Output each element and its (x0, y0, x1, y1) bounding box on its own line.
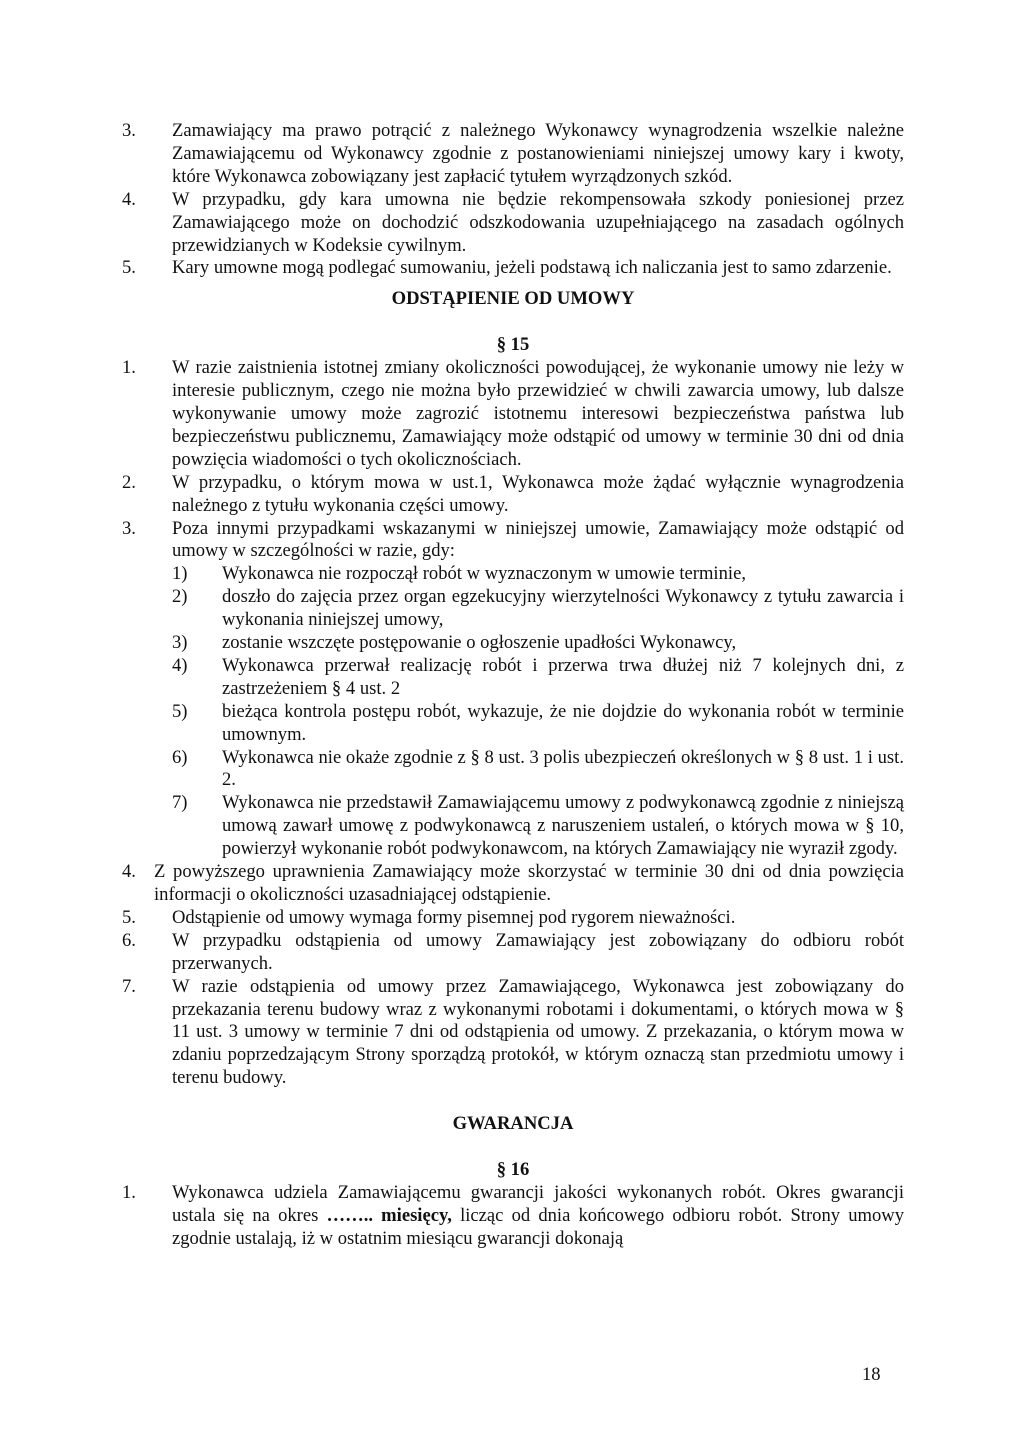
item-number: 1. (122, 1181, 136, 1203)
item-text-part: Wykonawca udziela Zamawiającemu gwarancji jakości wykonanych robót. Okres gwarancji ustala się na okres (172, 1181, 904, 1226)
sub-list-item (122, 586, 904, 632)
item-number: 6. (122, 929, 136, 951)
sub-item-text: Wykonawca nie okaże zgodnie z § 8 ust. 3 polis ubezpieczeń określonych w § 8 ust. 1 i ust. 2. (222, 746, 904, 791)
warranty-months-bold: …….. miesięcy, (326, 1204, 452, 1226)
document-content (122, 120, 904, 1251)
sub-list-item (122, 792, 904, 861)
sub-list-item (122, 563, 904, 586)
item-text: W przypadku, o którym mowa w ust.1, Wykonawca może żądać wyłącznie wynagrodzenia należnego z tytułu wykonania części umowy. (172, 471, 904, 516)
sub-item-text: Wykonawca nie rozpoczął robót w wyznaczonym w umowie terminie, (222, 563, 746, 585)
list-item (122, 976, 904, 1091)
paragraph-number: § 16 (496, 1159, 530, 1181)
item-number: 4. (122, 861, 136, 883)
section-heading: GWARANCJA (452, 1113, 574, 1135)
list-item (122, 930, 904, 976)
sub-item-number: 6) (172, 746, 188, 768)
item-text: Zamawiający ma prawo potrącić z należnego Wykonawcy wynagrodzenia wszelkie należne Zamawiającemu od Wykonawcy zgodnie z postanowieniami niniejszej umowy kary i kwoty, które Wykonawca zobowiązany jest zapłacić tytułem wyrządzonych szkód. (172, 120, 904, 187)
sub-item-number: 5) (172, 700, 188, 722)
sub-item-text: doszło do zajęcia przez organ egzekucyjny wierzytelności Wykonawcy z tytułu zawarcia i wykonania niniejszej umowy, (222, 586, 904, 631)
list-item (122, 120, 904, 189)
item-number: 1. (122, 357, 136, 379)
sub-item-text: bieżąca kontrola postępu robót, wykazuje, że nie dojdzie do wykonania robót w terminie umownym. (222, 700, 904, 745)
item-number: 2. (122, 471, 136, 493)
item-number: 3. (122, 517, 136, 539)
item-number: 4. (122, 188, 136, 210)
sub-list-item (122, 655, 904, 701)
sub-item-text: Wykonawca przerwał realizację robót i przerwa trwa dłużej niż 7 kolejnych dni, z zastrzeżeniem § 4 ust. 2 (222, 654, 904, 699)
item-text: Z powyższego uprawnienia Zamawiający może skorzystać w terminie 30 dni od dnia powzięcia informacji o okoliczności uzasadniającej odstąpienie. (154, 861, 904, 905)
list-item (122, 472, 904, 518)
item-number: 5. (122, 257, 136, 279)
item-text-part: licząc od dnia końcowego odbioru robót. Strony umowy zgodnie ustalają, iż w ostatnim miesiącu gwarancji dokonają (172, 1204, 904, 1249)
sub-item-text: zostanie wszczęte postępowanie o ogłoszenie upadłości Wykonawcy, (222, 632, 737, 654)
sub-list-item (122, 701, 904, 747)
list-item (122, 357, 904, 472)
item-text: Kary umowne mogą podlegać sumowaniu, jeżeli podstawą ich naliczania jest to samo zdarzenie. (172, 257, 892, 279)
section-heading: ODSTĄPIENIE OD UMOWY (391, 288, 635, 310)
item-number: 3. (122, 120, 136, 141)
list-item (122, 189, 904, 258)
sub-list-item (122, 747, 904, 793)
page-number: 18 (862, 1364, 881, 1385)
sub-item-number: 1) (172, 563, 188, 585)
sub-item-number: 7) (172, 792, 188, 814)
item-text: W przypadku, gdy kara umowna nie będzie rekompensowała szkody poniesionej przez Zamawiającego może on dochodzić odszkodowania uzupełniającego na zasadach ogólnych przewidzianych w Kodeksie cywilnym. (172, 188, 904, 256)
list-item (122, 907, 904, 930)
item-text: Poza innymi przypadkami wskazanymi w niniejszej umowie, Zamawiający może odstąpić od umowy w szczególności w razie, gdy: (172, 517, 904, 562)
item-text (172, 1182, 904, 1249)
item-text: Odstąpienie od umowy wymaga formy pisemnej pod rygorem nieważności. (172, 906, 736, 928)
item-number: 7. (122, 975, 136, 997)
item-number: 5. (122, 906, 136, 928)
sub-item-text: Wykonawca nie przedstawił Zamawiającemu umowy z podwykonawcą zgodnie z niniejszą umową zawarł umowę z podwykonawcą z naruszeniem ustaleń, o których mowa w § 10, powierzył wykonanie robót podwykonawcom, na których Zamawiający nie wyraził zgody. (222, 792, 904, 860)
sub-item-number: 3) (172, 632, 188, 654)
list-item (122, 1182, 904, 1251)
list-item (122, 257, 904, 280)
item-text: W przypadku odstąpienia od umowy Zamawiający jest zobowiązany do odbioru robót przerwanych. (172, 929, 904, 974)
list-item (122, 518, 904, 564)
item-text: W razie zaistnienia istotnej zmiany okoliczności powodującej, że wykonanie umowy nie leży w interesie publicznym, czego nie można było przewidzieć w chwili zawarcia umowy, lub dalsze wykonywanie umowy może zagrozić istotnemu interesowi bezpieczeństwa państwa lub bezpieczeństwu publicznemu, Zamawiający może odstąpić od umowy w terminie 30 dni od dnia powzięcia wiadomości o tych okolicznościach. (172, 357, 904, 470)
sub-item-number: 2) (172, 586, 188, 608)
item-text: W razie odstąpienia od umowy przez Zamawiającego, Wykonawca jest zobowiązany do przekazania terenu budowy wraz z wykonanymi robotami i dokumentami, o których mowa w § 11 ust. 3 umowy w terminie 7 dni od odstąpienia od umowy. Z przekazania, o którym mowa w zdaniu poprzedzającym Strony sporządzą protokół, w którym oznaczą stan przedmiotu umowy i terenu budowy. (172, 975, 904, 1089)
paragraph-number: § 15 (496, 334, 530, 356)
sub-item-number: 4) (172, 654, 188, 676)
list-item (122, 861, 904, 907)
sub-list-item (122, 632, 904, 655)
